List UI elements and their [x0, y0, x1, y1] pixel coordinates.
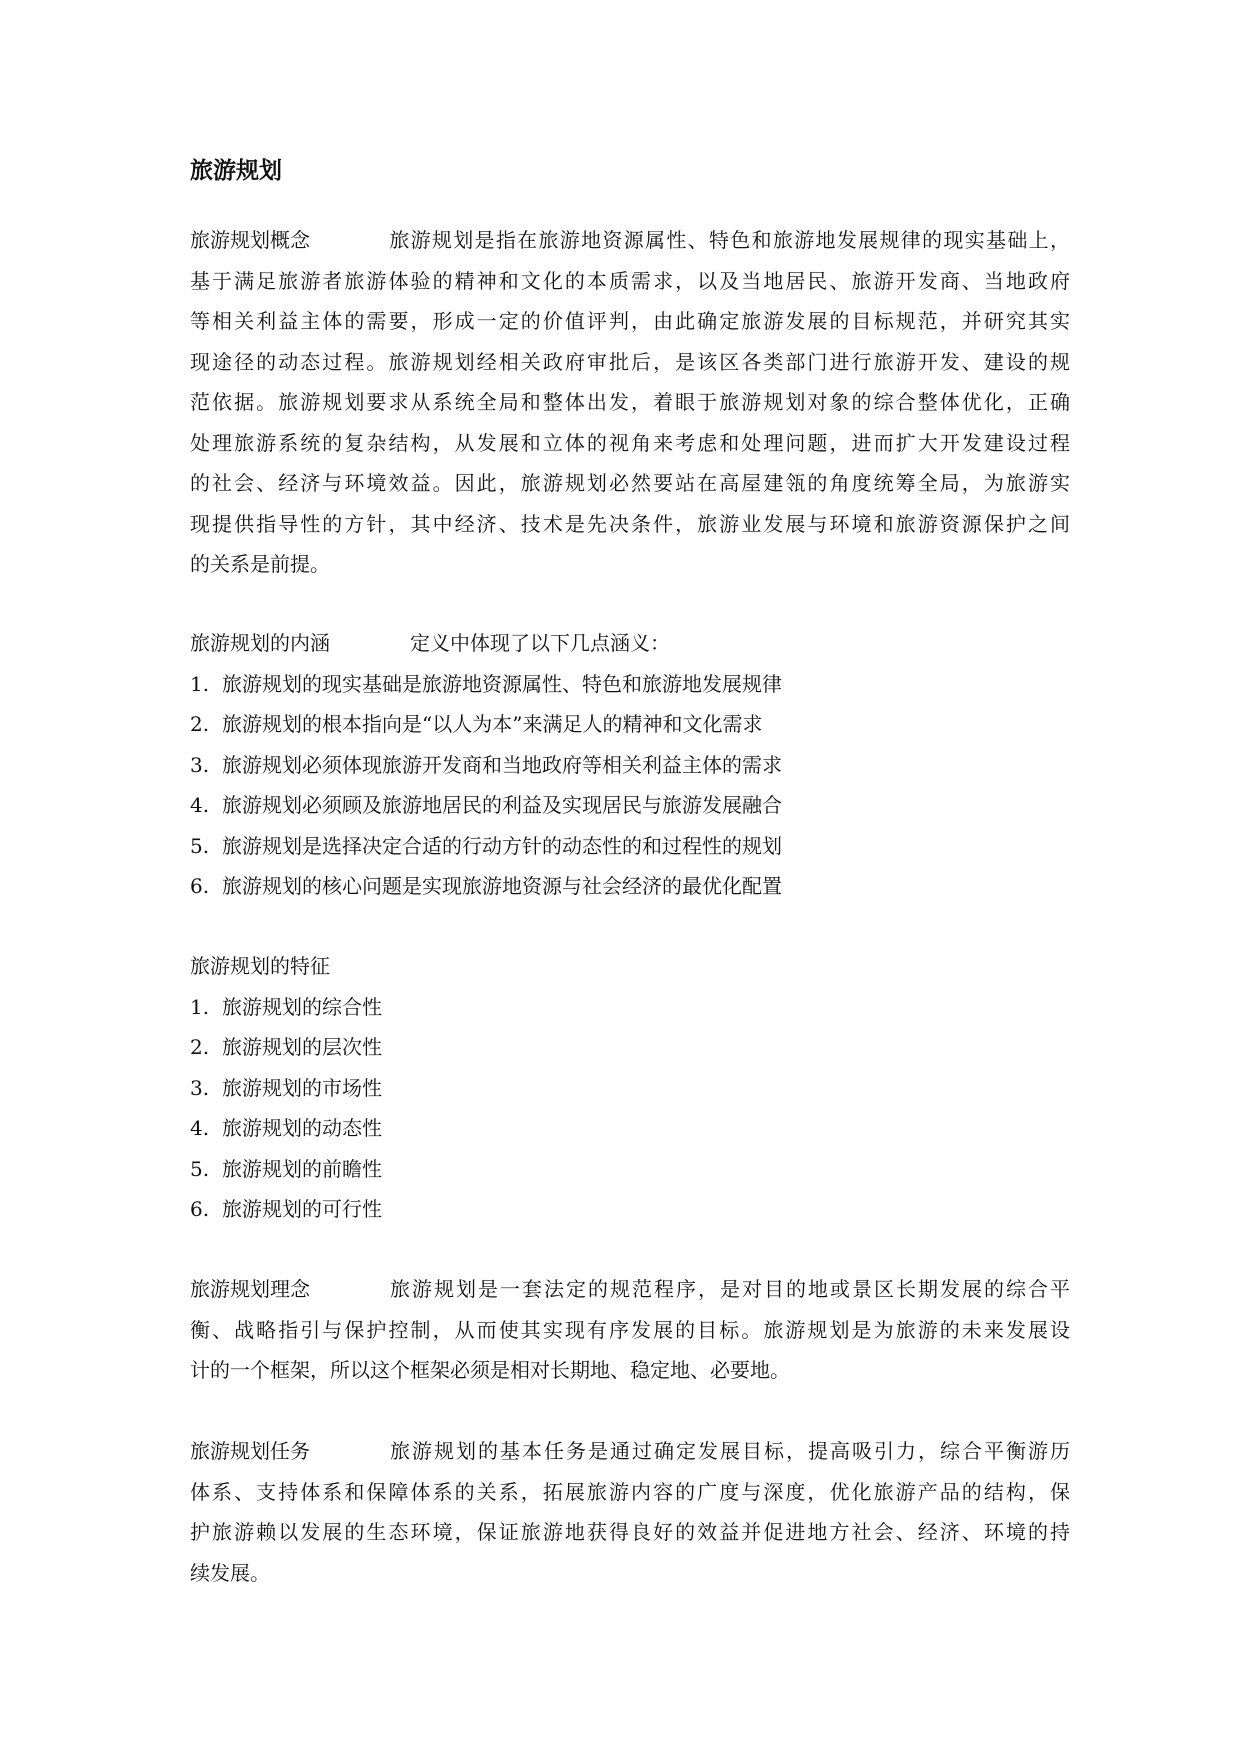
- list-item: 6. 旅游规划的可行性: [190, 1197, 382, 1221]
- section-label: 旅游规划的内涵: [190, 631, 330, 655]
- paragraph-line: 的社会、经济与环境效益。因此，旅游规划必然要站在高屋建瓴的角度统筹全局，为旅游实: [190, 471, 1070, 495]
- section-heading: 旅游规划的内涵 定义中体现了以下几点涵义：: [190, 623, 1070, 664]
- section-connotation: [190, 623, 1070, 907]
- paragraph-line: 旅游规划概念 旅游规划是指在旅游地资源属性、特色和旅游地发展规律的现实基础上，: [190, 220, 1070, 261]
- paragraph-line: 基于满足旅游者旅游体验的精神和文化的本质需求，以及当地居民、旅游开发商、当地政府: [190, 268, 1070, 293]
- section-label: 旅游规划概念: [190, 228, 310, 252]
- list-item: 4. 旅游规划必须顾及旅游地居民的利益及实现居民与旅游发展融合: [190, 793, 782, 817]
- paragraph-line: 的关系是前提。: [190, 552, 330, 576]
- section-philosophy: [190, 1269, 1070, 1391]
- paragraph-line: 现途径的动态过程。旅游规划经相关政府审批后，是该区各类部门进行旅游开发、建设的规: [190, 349, 1070, 374]
- paragraph-line: 衡、战略指引与保护控制，从而使其实现有序发展的目标。旅游规划是为旅游的未来发展设: [190, 1317, 1070, 1342]
- paragraph-line: 处理旅游系统的复杂结构，从发展和立体的视角来考虑和处理问题，进而扩大开发建设过程: [190, 430, 1070, 455]
- section-features: [190, 946, 1070, 1230]
- list-item: 5. 旅游规划是选择决定合适的行动方针的动态性的和过程性的规划: [190, 833, 782, 858]
- section-label: 旅游规划的特征: [190, 954, 330, 978]
- paragraph-line: 范依据。旅游规划要求从系统全局和整体出发，着眼于旅游规划对象的综合整体优化，正确: [190, 390, 1070, 414]
- document-title: 旅游规划: [190, 158, 282, 184]
- list-item: 3. 旅游规划的市场性: [190, 1075, 382, 1100]
- paragraph-line: 护旅游赖以发展的生态环境，保证旅游地获得良好的效益并促进地方社会、经济、环境的持: [190, 1520, 1070, 1544]
- list-item: 5. 旅游规划的前瞻性: [190, 1156, 382, 1181]
- section-label: 旅游规划理念: [190, 1277, 310, 1301]
- list-item: 2. 旅游规划的根本指向是“以人为本”来满足人的精神和文化需求: [190, 712, 763, 736]
- section-label: 旅游规划任务: [190, 1439, 310, 1463]
- list-item: 1. 旅游规划的现实基础是旅游地资源属性、特色和旅游地发展规律: [190, 671, 782, 696]
- list-item: 3. 旅游规划必须体现旅游开发商和当地政府等相关利益主体的需求: [190, 752, 782, 777]
- paragraph-line: 等相关利益主体的需要，形成一定的价值评判，由此确定旅游发展的目标规范，并研究其实: [190, 309, 1070, 333]
- paragraph-line: 旅游规划任务 旅游规划的基本任务是通过确定发展目标，提高吸引力，综合平衡游历: [190, 1431, 1070, 1472]
- paragraph-line: 旅游规划理念 旅游规划是一套法定的规范程序，是对目的地或景区长期发展的综合平: [190, 1269, 1070, 1310]
- paragraph-line: 计的一个框架，所以这个框架必须是相对长期地、稳定地、必要地。: [190, 1358, 790, 1382]
- list-item: 4. 旅游规划的动态性: [190, 1116, 382, 1140]
- section-tasks: [190, 1431, 1070, 1593]
- list-item: 1. 旅游规划的综合性: [190, 994, 382, 1019]
- paragraph-line: 现提供指导性的方针，其中经济、技术是先决条件，旅游业发展与环境和旅游资源保护之间: [190, 511, 1070, 536]
- list-item: 2. 旅游规划的层次性: [190, 1035, 382, 1059]
- paragraph-line: 体系、支持体系和保障体系的关系，拓展旅游内容的广度与深度，优化旅游产品的结构，保: [190, 1479, 1070, 1504]
- list-item: 6. 旅游规划的核心问题是实现旅游地资源与社会经济的最优化配置: [190, 874, 782, 898]
- paragraph-line: 续发展。: [190, 1560, 270, 1585]
- section-concept: [190, 220, 1070, 585]
